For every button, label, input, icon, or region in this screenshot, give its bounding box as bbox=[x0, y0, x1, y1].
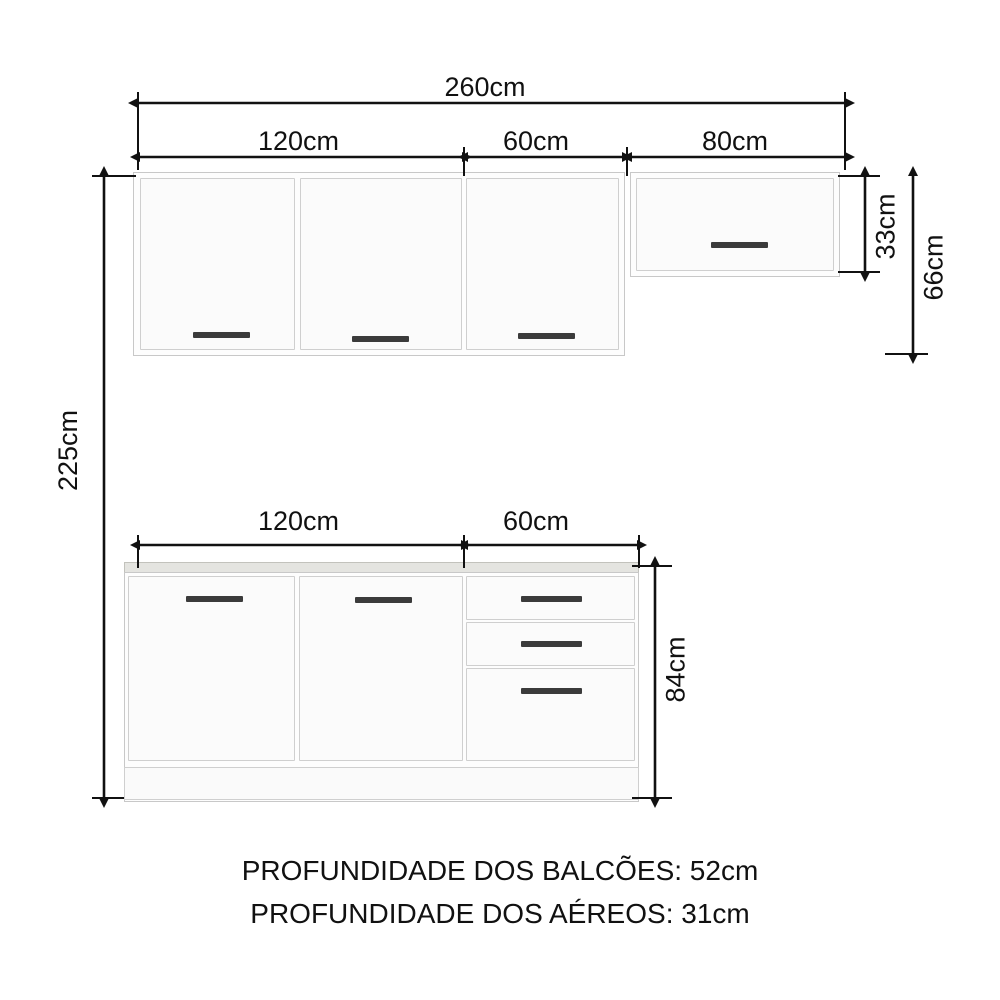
upper-width-60-label: 60cm bbox=[503, 126, 570, 156]
upper-door-1-handle bbox=[193, 332, 250, 338]
lower-width-60-label: 60cm bbox=[503, 506, 570, 536]
caption-aereos-depth: PROFUNDIDADE DOS AÉREOS: 31cm bbox=[250, 898, 750, 929]
height-84-label: 84cm bbox=[660, 636, 691, 703]
upper-width-80-label: 80cm bbox=[702, 126, 769, 156]
total-height-label: 225cm bbox=[53, 409, 84, 492]
lower-plinth bbox=[124, 767, 639, 800]
upper-width-120-label: 120cm bbox=[258, 126, 340, 156]
lower-width-120-label: 120cm bbox=[258, 506, 340, 536]
lower-drawer-2-handle bbox=[521, 641, 582, 647]
lower-drawer-3 bbox=[466, 668, 635, 761]
lower-drawer-3-handle bbox=[521, 688, 582, 694]
upper-door-2 bbox=[300, 178, 462, 350]
upper-door-2-handle bbox=[352, 336, 409, 342]
lower-drawer-1-handle bbox=[521, 596, 582, 602]
lower-door-2-handle bbox=[355, 597, 412, 603]
upper-door-1 bbox=[140, 178, 295, 350]
caption-balcoes-depth: PROFUNDIDADE DOS BALCÕES: 52cm bbox=[241, 855, 759, 886]
height-66-label: 66cm bbox=[918, 234, 949, 301]
lower-door-1-handle bbox=[186, 596, 243, 602]
upper-door-4-handle bbox=[711, 242, 768, 248]
upper-door-3-handle bbox=[518, 333, 575, 339]
total-width-label: 260cm bbox=[444, 72, 526, 102]
lower-door-1 bbox=[128, 576, 295, 761]
height-33-label: 33cm bbox=[870, 193, 901, 260]
lower-door-2 bbox=[299, 576, 463, 761]
upper-door-3 bbox=[466, 178, 619, 350]
upper-door-4 bbox=[636, 178, 834, 271]
